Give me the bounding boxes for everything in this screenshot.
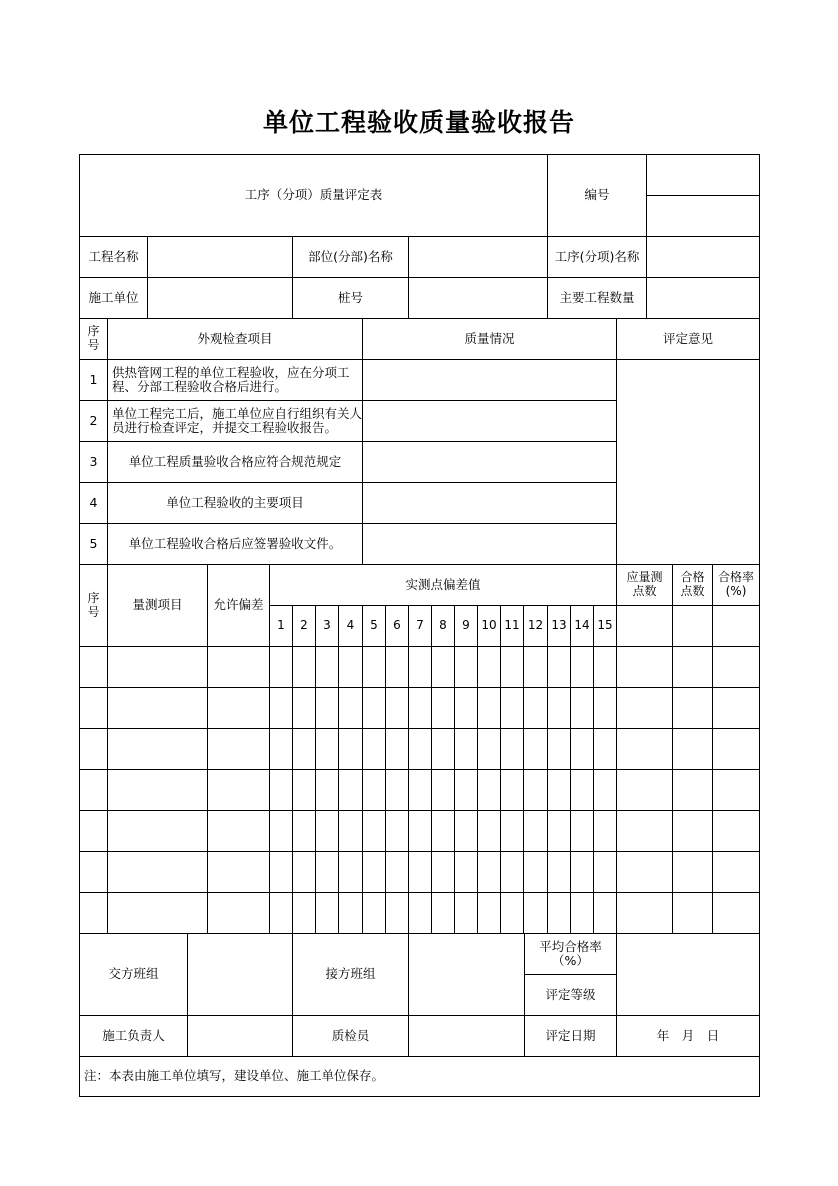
pass-rate-header xyxy=(712,564,760,606)
measurement-input-cell[interactable] xyxy=(712,728,760,770)
measurement-input-cell[interactable] xyxy=(292,646,316,688)
measurement-input-cell[interactable] xyxy=(454,687,478,729)
page-title: 单位工程验收质量验收报告 xyxy=(262,108,575,137)
blank-cell xyxy=(616,605,673,647)
point-header xyxy=(500,605,524,647)
measurement-input-cell[interactable] xyxy=(269,646,293,688)
measurement-input-cell[interactable] xyxy=(292,769,316,811)
measurement-input-cell[interactable] xyxy=(431,892,455,934)
measurement-input-cell[interactable] xyxy=(315,769,339,811)
point-header-text: 7 xyxy=(416,618,424,633)
eval-date-label-text: 评定日期 xyxy=(545,1027,596,1043)
measurement-input-cell[interactable] xyxy=(523,810,548,852)
measurement-input-cell[interactable] xyxy=(338,892,363,934)
measurement-input-cell[interactable] xyxy=(593,646,617,688)
measurement-input-cell[interactable] xyxy=(292,810,316,852)
measurement-input-cell[interactable] xyxy=(500,810,524,852)
pass-rate-header-text: 合格率(%) xyxy=(717,570,754,598)
measurement-input-cell[interactable] xyxy=(672,646,713,688)
measurement-input-cell[interactable] xyxy=(408,728,432,770)
measurement-input-cell[interactable] xyxy=(385,728,409,770)
measurement-input-cell[interactable] xyxy=(431,646,455,688)
measurement-input-cell[interactable] xyxy=(79,851,108,893)
point-header xyxy=(593,605,617,647)
measurement-input-cell[interactable] xyxy=(477,892,501,934)
measurement-input-cell[interactable] xyxy=(362,646,386,688)
measurement-input-cell[interactable] xyxy=(207,892,270,934)
measurement-input-cell[interactable] xyxy=(570,769,594,811)
measurement-input-cell[interactable] xyxy=(672,769,713,811)
avg-pass-rate-label-text: 平均合格率（%） xyxy=(539,938,602,968)
measurement-input-cell[interactable] xyxy=(362,892,386,934)
part-name-label xyxy=(292,236,409,278)
measurement-input-cell[interactable] xyxy=(593,687,617,729)
measurement-input-cell[interactable] xyxy=(616,810,673,852)
measurement-seq-header-text: 序号 xyxy=(87,590,100,619)
measurement-input-cell[interactable] xyxy=(616,646,673,688)
point-header-text: 10 xyxy=(481,618,497,633)
process-name-field[interactable] xyxy=(646,236,760,278)
measurement-input-cell[interactable] xyxy=(338,728,363,770)
grade-label xyxy=(524,974,617,1016)
measurement-input-cell[interactable] xyxy=(454,892,478,934)
measurement-input-cell[interactable] xyxy=(454,810,478,852)
measurement-input-cell[interactable] xyxy=(477,728,501,770)
measurement-input-cell[interactable] xyxy=(500,769,524,811)
measurement-input-cell[interactable] xyxy=(338,769,363,811)
measurement-input-cell[interactable] xyxy=(616,728,673,770)
stake-label xyxy=(292,277,409,319)
process-name-label-text: 工序(分项)名称 xyxy=(554,248,640,264)
inspection-row-item-text: 单位工程验收的主要项目 xyxy=(166,494,304,510)
measurement-input-cell[interactable] xyxy=(207,851,270,893)
main-quantity-field[interactable] xyxy=(646,277,760,319)
measurement-input-cell[interactable] xyxy=(477,810,501,852)
measurement-input-cell[interactable] xyxy=(500,687,524,729)
measurement-input-cell[interactable] xyxy=(500,892,524,934)
project-name-label-text: 工程名称 xyxy=(88,248,139,264)
handover-team-field[interactable] xyxy=(187,933,293,1016)
number-field-1[interactable] xyxy=(646,154,760,196)
measurement-input-cell[interactable] xyxy=(207,769,270,811)
inspection-row-no-text: 4 xyxy=(89,494,98,510)
measurement-input-cell[interactable] xyxy=(385,892,409,934)
measurement-input-cell[interactable] xyxy=(315,892,339,934)
measurement-input-cell[interactable] xyxy=(500,728,524,770)
point-header xyxy=(477,605,501,647)
measurement-input-cell[interactable] xyxy=(616,769,673,811)
inspection-row-item xyxy=(107,523,363,565)
measurement-input-cell[interactable] xyxy=(408,646,432,688)
avg-pass-rate-label xyxy=(524,933,617,975)
measurement-input-cell[interactable] xyxy=(79,687,108,729)
measurement-input-cell[interactable] xyxy=(454,851,478,893)
measurement-input-cell[interactable] xyxy=(616,851,673,893)
quality-field[interactable] xyxy=(362,523,617,565)
measurement-input-cell[interactable] xyxy=(672,892,713,934)
inspection-row-no xyxy=(79,482,108,524)
measurement-input-cell[interactable] xyxy=(408,810,432,852)
eval-date-label xyxy=(524,1015,617,1057)
measurement-item-header-text: 量测项目 xyxy=(132,597,183,613)
handover-team-label xyxy=(79,933,188,1016)
inspection-seq-header-text: 序号 xyxy=(87,324,100,352)
measurement-input-cell[interactable] xyxy=(338,851,363,893)
stake-field[interactable] xyxy=(408,277,548,319)
measurement-input-cell[interactable] xyxy=(672,687,713,729)
number-field-2[interactable] xyxy=(646,195,760,237)
point-header xyxy=(315,605,339,647)
construction-lead-field[interactable] xyxy=(187,1015,293,1057)
inspection-row-no xyxy=(79,359,108,401)
measurement-input-cell[interactable] xyxy=(107,810,208,852)
measurement-input-cell[interactable] xyxy=(523,646,548,688)
measurement-input-cell[interactable] xyxy=(593,810,617,852)
measurement-input-cell[interactable] xyxy=(269,769,293,811)
inspection-row-no-text: 5 xyxy=(89,535,98,551)
deviation-header-text: 实测点偏差值 xyxy=(405,576,481,592)
measurement-input-cell[interactable] xyxy=(315,687,339,729)
measurement-input-cell[interactable] xyxy=(408,687,432,729)
measurement-input-cell[interactable] xyxy=(477,646,501,688)
point-header xyxy=(431,605,455,647)
measurement-input-cell[interactable] xyxy=(315,646,339,688)
inspection-row-item xyxy=(107,482,363,524)
quality-field[interactable] xyxy=(362,441,617,483)
measurement-input-cell[interactable] xyxy=(408,769,432,811)
point-header-text: 3 xyxy=(323,618,331,633)
receiving-team-label-text: 接方班组 xyxy=(325,966,376,982)
point-header-text: 9 xyxy=(462,618,470,633)
quality-field[interactable] xyxy=(362,482,617,524)
construction-lead-label-text: 施工负责人 xyxy=(102,1027,165,1043)
construction-lead-label xyxy=(79,1015,188,1057)
inspection-row-item-text: 单位工程完工后，施工单位应自行组织有关人员进行检查评定，并提交工程验收报告。 xyxy=(112,405,363,435)
point-header-text: 6 xyxy=(393,618,401,633)
measurement-input-cell[interactable] xyxy=(292,728,316,770)
receiving-team-label xyxy=(292,933,409,1016)
point-header-text: 8 xyxy=(439,618,447,633)
measurement-input-cell[interactable] xyxy=(408,851,432,893)
measurement-input-cell[interactable] xyxy=(315,810,339,852)
measurement-input-cell[interactable] xyxy=(385,646,409,688)
measurement-input-cell[interactable] xyxy=(500,851,524,893)
eval-date-field[interactable] xyxy=(616,1015,760,1057)
measurement-input-cell[interactable] xyxy=(616,687,673,729)
should-measure-header-text: 应量测点数 xyxy=(626,570,663,598)
measurement-input-cell[interactable] xyxy=(431,851,455,893)
should-measure-header xyxy=(616,564,673,606)
measurement-input-cell[interactable] xyxy=(362,728,386,770)
measurement-input-cell[interactable] xyxy=(570,810,594,852)
measurement-input-cell[interactable] xyxy=(477,851,501,893)
measurement-input-cell[interactable] xyxy=(292,687,316,729)
measurement-input-cell[interactable] xyxy=(79,892,108,934)
point-header-text: 2 xyxy=(300,618,308,633)
inspection-row-no-text: 2 xyxy=(89,412,98,428)
qualified-points-header xyxy=(672,564,713,606)
main-quantity-label-text: 主要工程数量 xyxy=(559,289,635,305)
measurement-input-cell[interactable] xyxy=(79,728,108,770)
point-header-text: 1 xyxy=(277,618,285,633)
measurement-input-cell[interactable] xyxy=(477,687,501,729)
inspection-row-item xyxy=(107,400,363,442)
measurement-input-cell[interactable] xyxy=(385,687,409,729)
measurement-item-header xyxy=(107,564,208,647)
tolerance-header xyxy=(207,564,270,647)
quality-field[interactable] xyxy=(362,359,617,401)
measurement-seq-header xyxy=(79,564,108,647)
eval-date-field-text: 年 月 日 xyxy=(656,1027,720,1043)
project-name-field[interactable] xyxy=(147,236,293,278)
main-quantity-label xyxy=(547,277,647,319)
measurement-input-cell[interactable] xyxy=(408,892,432,934)
measurement-input-cell[interactable] xyxy=(338,646,363,688)
inspection-row-no-text: 3 xyxy=(89,453,98,469)
measurement-input-cell[interactable] xyxy=(385,851,409,893)
measurement-input-cell[interactable] xyxy=(79,646,108,688)
measurement-input-cell[interactable] xyxy=(477,769,501,811)
deviation-header xyxy=(269,564,617,606)
blank-cell xyxy=(672,605,713,647)
quality-field[interactable] xyxy=(362,400,617,442)
inspection-item-header-text: 外观检查项目 xyxy=(197,330,273,346)
note xyxy=(79,1056,760,1097)
number-label-text: 编号 xyxy=(584,187,610,203)
measurement-input-cell[interactable] xyxy=(292,892,316,934)
measurement-input-cell[interactable] xyxy=(107,892,208,934)
form-name-cell xyxy=(79,154,548,237)
part-name-label-text: 部位(分部)名称 xyxy=(308,248,393,264)
measurement-input-cell[interactable] xyxy=(547,687,571,729)
point-header xyxy=(454,605,478,647)
measurement-input-cell[interactable] xyxy=(672,728,713,770)
measurement-input-cell[interactable] xyxy=(107,728,208,770)
inspection-row-no xyxy=(79,523,108,565)
inspection-row-item-text: 单位工程验收合格后应签署验收文件。 xyxy=(128,535,342,551)
opinion-header xyxy=(616,318,760,360)
measurement-input-cell[interactable] xyxy=(547,851,571,893)
measurement-input-cell[interactable] xyxy=(315,728,339,770)
measurement-input-cell[interactable] xyxy=(454,646,478,688)
measurement-input-cell[interactable] xyxy=(431,810,455,852)
measurement-input-cell[interactable] xyxy=(712,892,760,934)
receiving-team-field[interactable] xyxy=(408,933,525,1016)
measurement-input-cell[interactable] xyxy=(523,687,548,729)
measurement-input-cell[interactable] xyxy=(79,769,108,811)
measurement-input-cell[interactable] xyxy=(385,769,409,811)
inspector-label xyxy=(292,1015,409,1057)
inspection-row-no xyxy=(79,400,108,442)
measurement-input-cell[interactable] xyxy=(269,728,293,770)
measurement-input-cell[interactable] xyxy=(338,687,363,729)
measurement-input-cell[interactable] xyxy=(593,892,617,934)
point-header xyxy=(362,605,386,647)
point-header xyxy=(547,605,571,647)
measurement-input-cell[interactable] xyxy=(79,810,108,852)
point-header-text: 11 xyxy=(504,618,520,633)
point-header xyxy=(570,605,594,647)
measurement-input-cell[interactable] xyxy=(593,851,617,893)
measurement-input-cell[interactable] xyxy=(362,810,386,852)
quality-header xyxy=(362,318,617,360)
measurement-input-cell[interactable] xyxy=(523,769,548,811)
measurement-input-cell[interactable] xyxy=(362,851,386,893)
measurement-input-cell[interactable] xyxy=(570,687,594,729)
inspection-seq-header xyxy=(79,318,108,360)
tolerance-header-text: 允许偏差 xyxy=(213,597,264,613)
point-header-text: 15 xyxy=(597,618,613,633)
inspection-row-item-text: 供热管网工程的单位工程验收，应在分项工程、分部工程验收合格后进行。 xyxy=(112,364,350,394)
inspection-item-header xyxy=(107,318,363,360)
measurement-input-cell[interactable] xyxy=(207,687,270,729)
measurement-input-cell[interactable] xyxy=(672,810,713,852)
measurement-input-cell[interactable] xyxy=(269,687,293,729)
opinion-header-text: 评定意见 xyxy=(662,330,713,346)
point-header xyxy=(408,605,432,647)
measurement-input-cell[interactable] xyxy=(523,892,548,934)
measurement-input-cell[interactable] xyxy=(593,769,617,811)
measurement-input-cell[interactable] xyxy=(547,646,571,688)
form-name-cell-text: 工序（分项）质量评定表 xyxy=(244,187,383,203)
grade-label-text: 评定等级 xyxy=(545,986,596,1002)
point-header xyxy=(292,605,316,647)
measurement-input-cell[interactable] xyxy=(431,687,455,729)
measurement-input-cell[interactable] xyxy=(547,892,571,934)
quality-header-text: 质量情况 xyxy=(464,330,515,346)
point-header xyxy=(385,605,409,647)
measurement-input-cell[interactable] xyxy=(107,646,208,688)
measurement-input-cell[interactable] xyxy=(500,646,524,688)
measurement-input-cell[interactable] xyxy=(547,728,571,770)
measurement-input-cell[interactable] xyxy=(292,851,316,893)
measurement-input-cell[interactable] xyxy=(672,851,713,893)
inspection-row-no-text: 1 xyxy=(89,371,98,387)
point-header-text: 4 xyxy=(346,618,355,633)
number-label xyxy=(547,154,647,237)
measurement-input-cell[interactable] xyxy=(712,810,760,852)
measurement-input-cell[interactable] xyxy=(616,892,673,934)
measurement-input-cell[interactable] xyxy=(107,769,208,811)
measurement-input-cell[interactable] xyxy=(547,810,571,852)
measurement-input-cell[interactable] xyxy=(547,769,571,811)
measurement-input-cell[interactable] xyxy=(107,851,208,893)
point-header-text: 13 xyxy=(551,618,567,633)
qualified-points-header-text: 合格点数 xyxy=(680,570,705,598)
measurement-input-cell[interactable] xyxy=(207,728,270,770)
contractor-label xyxy=(79,277,148,319)
measurement-input-cell[interactable] xyxy=(570,728,594,770)
inspection-row-no xyxy=(79,441,108,483)
stake-label-text: 桩号 xyxy=(337,289,363,305)
grade-field[interactable] xyxy=(616,933,760,1016)
measurement-input-cell[interactable] xyxy=(431,769,455,811)
blank-cell xyxy=(712,605,760,647)
point-header-text: 12 xyxy=(527,618,544,633)
inspection-row-item-text: 单位工程质量验收合格应符合规范规定 xyxy=(128,453,342,469)
measurement-input-cell[interactable] xyxy=(593,728,617,770)
measurement-input-cell[interactable] xyxy=(269,851,293,893)
point-header xyxy=(523,605,548,647)
project-name-label xyxy=(79,236,148,278)
opinion-field[interactable] xyxy=(616,359,760,565)
measurement-input-cell[interactable] xyxy=(570,892,594,934)
contractor-field[interactable] xyxy=(147,277,293,319)
process-name-label xyxy=(547,236,647,278)
contractor-label-text: 施工单位 xyxy=(88,289,139,305)
measurement-input-cell[interactable] xyxy=(454,769,478,811)
measurement-input-cell[interactable] xyxy=(570,646,594,688)
measurement-input-cell[interactable] xyxy=(269,892,293,934)
measurement-input-cell[interactable] xyxy=(712,769,760,811)
measurement-input-cell[interactable] xyxy=(362,769,386,811)
inspection-row-item xyxy=(107,359,363,401)
inspector-field[interactable] xyxy=(408,1015,525,1057)
measurement-input-cell[interactable] xyxy=(107,687,208,729)
measurement-input-cell[interactable] xyxy=(712,687,760,729)
part-name-field[interactable] xyxy=(408,236,548,278)
measurement-input-cell[interactable] xyxy=(207,810,270,852)
measurement-input-cell[interactable] xyxy=(207,646,270,688)
point-header-text: 14 xyxy=(574,618,590,633)
measurement-input-cell[interactable] xyxy=(362,687,386,729)
point-header xyxy=(269,605,293,647)
note-text: 注：本表由施工单位填写，建设单位、施工单位保存。 xyxy=(84,1068,385,1084)
point-header-text: 5 xyxy=(370,618,378,633)
inspection-row-item xyxy=(107,441,363,483)
measurement-input-cell[interactable] xyxy=(712,851,760,893)
measurement-input-cell[interactable] xyxy=(269,810,293,852)
measurement-input-cell[interactable] xyxy=(570,851,594,893)
measurement-input-cell[interactable] xyxy=(431,728,455,770)
measurement-input-cell[interactable] xyxy=(338,810,363,852)
inspector-label-text: 质检员 xyxy=(331,1027,370,1043)
measurement-input-cell[interactable] xyxy=(523,851,548,893)
measurement-input-cell[interactable] xyxy=(454,728,478,770)
point-header xyxy=(338,605,363,647)
measurement-input-cell[interactable] xyxy=(315,851,339,893)
measurement-input-cell[interactable] xyxy=(523,728,548,770)
measurement-input-cell[interactable] xyxy=(385,810,409,852)
measurement-input-cell[interactable] xyxy=(712,646,760,688)
handover-team-label-text: 交方班组 xyxy=(108,966,159,982)
